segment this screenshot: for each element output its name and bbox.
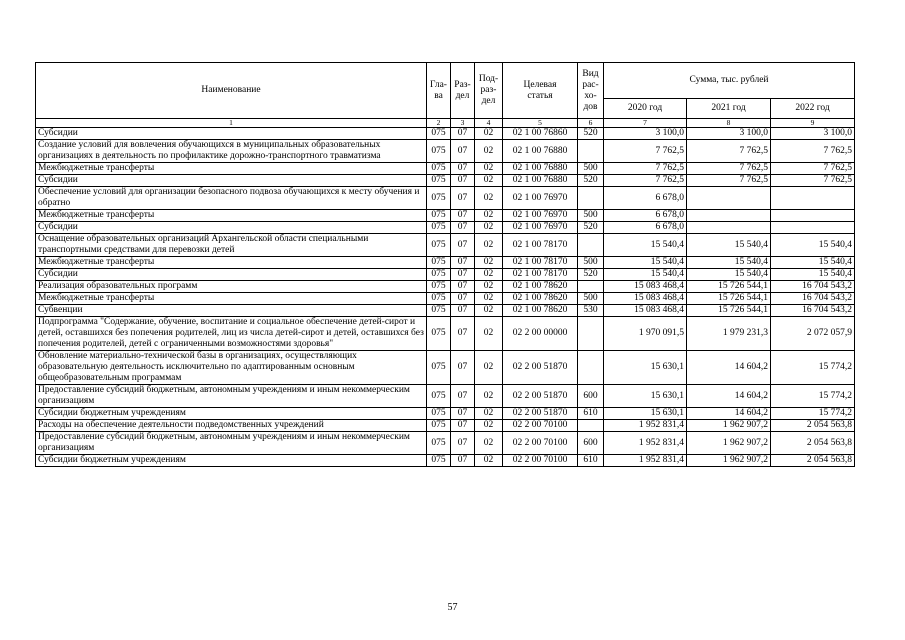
row-sum-2021: 3 100,0 <box>687 128 771 140</box>
header-glava: Гла- ва <box>427 63 451 119</box>
row-podrazdel: 02 <box>475 269 503 281</box>
row-celevaya: 02 1 00 78170 <box>503 269 578 281</box>
row-sum-2020: 1 952 831,4 <box>604 420 687 432</box>
row-sum-2020: 1 970 091,5 <box>604 317 687 351</box>
row-podrazdel: 02 <box>475 351 503 385</box>
row-sum-2022: 15 540,4 <box>771 234 855 257</box>
row-sum-2021: 15 540,4 <box>687 257 771 269</box>
table-row <box>36 269 855 281</box>
row-celevaya: 02 1 00 76860 <box>503 128 578 140</box>
row-vid: 500 <box>578 293 604 305</box>
row-vid: 520 <box>578 222 604 234</box>
row-razdel: 07 <box>451 210 475 222</box>
row-celevaya: 02 2 00 70100 <box>503 455 578 467</box>
row-sum-2021: 1 962 907,2 <box>687 432 771 455</box>
row-celevaya: 02 1 00 78620 <box>503 281 578 293</box>
row-razdel: 07 <box>451 234 475 257</box>
row-podrazdel: 02 <box>475 163 503 175</box>
row-razdel: 07 <box>451 257 475 269</box>
row-sum-2022: 2 054 563,8 <box>771 455 855 467</box>
row-glava: 075 <box>427 385 451 408</box>
row-sum-2020: 15 083 468,4 <box>604 305 687 317</box>
row-sum-2021 <box>687 222 771 234</box>
table-row <box>36 175 855 187</box>
row-sum-2021: 15 726 544,1 <box>687 305 771 317</box>
row-razdel: 07 <box>451 455 475 467</box>
row-podrazdel: 02 <box>475 432 503 455</box>
row-sum-2020: 15 630,1 <box>604 385 687 408</box>
row-sum-2021: 7 762,5 <box>687 140 771 163</box>
row-sum-2022: 2 054 563,8 <box>771 420 855 432</box>
row-razdel: 07 <box>451 187 475 210</box>
table-row <box>36 317 855 351</box>
row-sum-2021: 15 726 544,1 <box>687 281 771 293</box>
table-row <box>36 408 855 420</box>
row-vid: 500 <box>578 210 604 222</box>
table-row <box>36 210 855 222</box>
header-year-2021: 2021 год <box>687 99 771 119</box>
row-glava: 075 <box>427 432 451 455</box>
row-name: Предоставление субсидий бюджетным, автономным учреждениям и иным некоммерческим организациям <box>36 432 427 455</box>
table-row <box>36 293 855 305</box>
row-celevaya: 02 2 00 70100 <box>503 432 578 455</box>
budget-table <box>35 62 855 467</box>
row-podrazdel: 02 <box>475 455 503 467</box>
table-row <box>36 222 855 234</box>
row-glava: 075 <box>427 222 451 234</box>
row-razdel: 07 <box>451 317 475 351</box>
row-podrazdel: 02 <box>475 210 503 222</box>
row-sum-2020: 15 083 468,4 <box>604 293 687 305</box>
row-podrazdel: 02 <box>475 222 503 234</box>
row-name: Субсидии <box>36 269 427 281</box>
row-razdel: 07 <box>451 222 475 234</box>
column-number: 5 <box>503 119 578 128</box>
row-celevaya: 02 1 00 76880 <box>503 140 578 163</box>
row-sum-2020: 15 630,1 <box>604 408 687 420</box>
row-celevaya: 02 2 00 00000 <box>503 317 578 351</box>
row-razdel: 07 <box>451 128 475 140</box>
row-sum-2021 <box>687 187 771 210</box>
row-celevaya: 02 2 00 70100 <box>503 420 578 432</box>
row-sum-2022: 7 762,5 <box>771 140 855 163</box>
row-podrazdel: 02 <box>475 305 503 317</box>
row-razdel: 07 <box>451 408 475 420</box>
row-sum-2020: 7 762,5 <box>604 140 687 163</box>
table-row <box>36 305 855 317</box>
row-glava: 075 <box>427 257 451 269</box>
table-row <box>36 140 855 163</box>
row-vid <box>578 351 604 385</box>
row-sum-2020: 15 083 468,4 <box>604 281 687 293</box>
row-sum-2021: 7 762,5 <box>687 163 771 175</box>
row-glava: 075 <box>427 175 451 187</box>
row-glava: 075 <box>427 210 451 222</box>
page-number: 57 <box>447 602 458 613</box>
row-name: Межбюджетные трансферты <box>36 163 427 175</box>
row-vid: 520 <box>578 128 604 140</box>
row-razdel: 07 <box>451 420 475 432</box>
row-name: Субсидии <box>36 222 427 234</box>
column-number: 4 <box>475 119 503 128</box>
row-name: Межбюджетные трансферты <box>36 293 427 305</box>
row-sum-2020: 1 952 831,4 <box>604 455 687 467</box>
row-sum-2020: 1 952 831,4 <box>604 432 687 455</box>
header-vid: Вид рас- хо- дов <box>578 63 604 119</box>
row-glava: 075 <box>427 163 451 175</box>
row-sum-2021: 15 726 544,1 <box>687 293 771 305</box>
row-sum-2022: 15 774,2 <box>771 408 855 420</box>
row-razdel: 07 <box>451 432 475 455</box>
row-celevaya: 02 2 00 51870 <box>503 385 578 408</box>
table-row <box>36 351 855 385</box>
row-razdel: 07 <box>451 281 475 293</box>
row-name: Расходы на обеспечение деятельности подведомственных учреждений <box>36 420 427 432</box>
row-podrazdel: 02 <box>475 281 503 293</box>
header-summa: Сумма, тыс. рублей <box>604 63 855 99</box>
row-sum-2022 <box>771 210 855 222</box>
row-sum-2021 <box>687 210 771 222</box>
row-razdel: 07 <box>451 385 475 408</box>
column-number: 6 <box>578 119 604 128</box>
header-year-2022: 2022 год <box>771 99 855 119</box>
table-row <box>36 385 855 408</box>
row-vid <box>578 234 604 257</box>
row-celevaya: 02 1 00 76880 <box>503 163 578 175</box>
row-sum-2022: 15 540,4 <box>771 257 855 269</box>
row-sum-2022: 7 762,5 <box>771 163 855 175</box>
row-sum-2022: 7 762,5 <box>771 175 855 187</box>
row-vid: 500 <box>578 257 604 269</box>
row-glava: 075 <box>427 128 451 140</box>
row-name: Создание условий для вовлечения обучающихся в муниципальных образовательных организациях в деятельность по профилактике дорожно-транспортного травматизма <box>36 140 427 163</box>
column-number: 9 <box>771 119 855 128</box>
row-vid: 600 <box>578 385 604 408</box>
row-vid <box>578 317 604 351</box>
row-glava: 075 <box>427 281 451 293</box>
row-glava: 075 <box>427 187 451 210</box>
table-row <box>36 281 855 293</box>
row-sum-2020: 7 762,5 <box>604 163 687 175</box>
header-podrazdel: Под- раз- дел <box>475 63 503 119</box>
row-glava: 075 <box>427 408 451 420</box>
row-sum-2021: 1 979 231,3 <box>687 317 771 351</box>
row-celevaya: 02 1 00 78170 <box>503 234 578 257</box>
row-vid <box>578 281 604 293</box>
row-sum-2020: 15 540,4 <box>604 269 687 281</box>
row-sum-2021: 1 962 907,2 <box>687 420 771 432</box>
row-podrazdel: 02 <box>475 140 503 163</box>
column-number: 2 <box>427 119 451 128</box>
row-sum-2022: 2 072 057,9 <box>771 317 855 351</box>
header-name: Наименование <box>36 63 427 119</box>
row-vid <box>578 420 604 432</box>
row-razdel: 07 <box>451 269 475 281</box>
row-podrazdel: 02 <box>475 128 503 140</box>
row-name: Субсидии <box>36 128 427 140</box>
row-sum-2022: 16 704 543,2 <box>771 281 855 293</box>
column-number: 8 <box>687 119 771 128</box>
row-vid: 500 <box>578 163 604 175</box>
row-sum-2021: 14 604,2 <box>687 385 771 408</box>
row-glava: 075 <box>427 317 451 351</box>
row-razdel: 07 <box>451 305 475 317</box>
column-number: 1 <box>36 119 427 128</box>
table-body <box>36 128 855 467</box>
row-name: Межбюджетные трансферты <box>36 210 427 222</box>
row-name: Межбюджетные трансферты <box>36 257 427 269</box>
row-podrazdel: 02 <box>475 420 503 432</box>
row-glava: 075 <box>427 420 451 432</box>
table-row <box>36 234 855 257</box>
table-row <box>36 163 855 175</box>
row-glava: 075 <box>427 269 451 281</box>
row-sum-2021: 14 604,2 <box>687 351 771 385</box>
row-vid <box>578 140 604 163</box>
row-podrazdel: 02 <box>475 175 503 187</box>
row-sum-2021: 14 604,2 <box>687 408 771 420</box>
row-glava: 075 <box>427 305 451 317</box>
row-celevaya: 02 1 00 78620 <box>503 305 578 317</box>
row-glava: 075 <box>427 455 451 467</box>
row-razdel: 07 <box>451 175 475 187</box>
row-vid: 610 <box>578 455 604 467</box>
row-razdel: 07 <box>451 140 475 163</box>
row-name: Обеспечение условий для организации безопасного подвоза обучающихся к месту обучения и обратно <box>36 187 427 210</box>
column-number: 3 <box>451 119 475 128</box>
row-name: Обновление материально-технической базы в организациях, осуществляющих образовательную деятельность исключительно по адаптированным основным общеобразовательным программам <box>36 351 427 385</box>
row-sum-2020: 6 678,0 <box>604 210 687 222</box>
row-razdel: 07 <box>451 163 475 175</box>
row-glava: 075 <box>427 140 451 163</box>
row-vid: 600 <box>578 432 604 455</box>
row-razdel: 07 <box>451 293 475 305</box>
table-row <box>36 455 855 467</box>
table-row <box>36 432 855 455</box>
row-celevaya: 02 1 00 76970 <box>503 187 578 210</box>
row-sum-2022: 16 704 543,2 <box>771 293 855 305</box>
row-sum-2020: 3 100,0 <box>604 128 687 140</box>
row-sum-2020: 15 540,4 <box>604 234 687 257</box>
row-celevaya: 02 1 00 78620 <box>503 293 578 305</box>
row-sum-2021: 7 762,5 <box>687 175 771 187</box>
row-sum-2021: 15 540,4 <box>687 234 771 257</box>
row-sum-2022 <box>771 222 855 234</box>
row-name: Субсидии бюджетным учреждениям <box>36 408 427 420</box>
row-name: Реализация образовательных программ <box>36 281 427 293</box>
row-podrazdel: 02 <box>475 317 503 351</box>
row-celevaya: 02 2 00 51870 <box>503 408 578 420</box>
row-vid: 530 <box>578 305 604 317</box>
row-sum-2022: 15 540,4 <box>771 269 855 281</box>
row-name: Предоставление субсидий бюджетным, автономным учреждениям и иным некоммерческим организациям <box>36 385 427 408</box>
row-celevaya: 02 1 00 76880 <box>503 175 578 187</box>
row-name: Субсидии <box>36 175 427 187</box>
row-sum-2020: 6 678,0 <box>604 187 687 210</box>
table-row <box>36 128 855 140</box>
row-podrazdel: 02 <box>475 385 503 408</box>
header-year-2020: 2020 год <box>604 99 687 119</box>
table-row <box>36 187 855 210</box>
row-podrazdel: 02 <box>475 408 503 420</box>
row-podrazdel: 02 <box>475 257 503 269</box>
row-sum-2022: 3 100,0 <box>771 128 855 140</box>
row-podrazdel: 02 <box>475 234 503 257</box>
row-vid: 520 <box>578 175 604 187</box>
row-glava: 075 <box>427 293 451 305</box>
row-glava: 075 <box>427 351 451 385</box>
row-sum-2022: 2 054 563,8 <box>771 432 855 455</box>
header-razdel: Раз- дел <box>451 63 475 119</box>
table-row <box>36 420 855 432</box>
row-name: Подпрограмма "Содержание, обучение, воспитание и социальное обеспечение детей-сирот и детей, оставшихся без попечения родителей, лиц из числа детей-сирот и детей, оставшихся без попечения родителей, детей с ограниченными возможностями здоровья" <box>36 317 427 351</box>
header-celevaya: Целевая статья <box>503 63 578 119</box>
row-celevaya: 02 1 00 76970 <box>503 222 578 234</box>
row-podrazdel: 02 <box>475 293 503 305</box>
table-row <box>36 257 855 269</box>
row-celevaya: 02 1 00 76970 <box>503 210 578 222</box>
row-name: Субсидии бюджетным учреждениям <box>36 455 427 467</box>
row-sum-2021: 15 540,4 <box>687 269 771 281</box>
row-sum-2020: 7 762,5 <box>604 175 687 187</box>
row-podrazdel: 02 <box>475 187 503 210</box>
row-sum-2020: 15 540,4 <box>604 257 687 269</box>
row-sum-2022: 16 704 543,2 <box>771 305 855 317</box>
row-vid: 520 <box>578 269 604 281</box>
row-sum-2022: 15 774,2 <box>771 385 855 408</box>
column-number: 7 <box>604 119 687 128</box>
row-celevaya: 02 1 00 78170 <box>503 257 578 269</box>
row-sum-2022: 15 774,2 <box>771 351 855 385</box>
row-sum-2020: 15 630,1 <box>604 351 687 385</box>
row-sum-2020: 6 678,0 <box>604 222 687 234</box>
row-name: Оснащение образовательных организаций Архангельской области специальными транспортными средствами для перевозки детей <box>36 234 427 257</box>
row-name: Субвенции <box>36 305 427 317</box>
row-razdel: 07 <box>451 351 475 385</box>
row-celevaya: 02 2 00 51870 <box>503 351 578 385</box>
row-vid: 610 <box>578 408 604 420</box>
row-sum-2022 <box>771 187 855 210</box>
row-sum-2021: 1 962 907,2 <box>687 455 771 467</box>
row-vid <box>578 187 604 210</box>
row-glava: 075 <box>427 234 451 257</box>
